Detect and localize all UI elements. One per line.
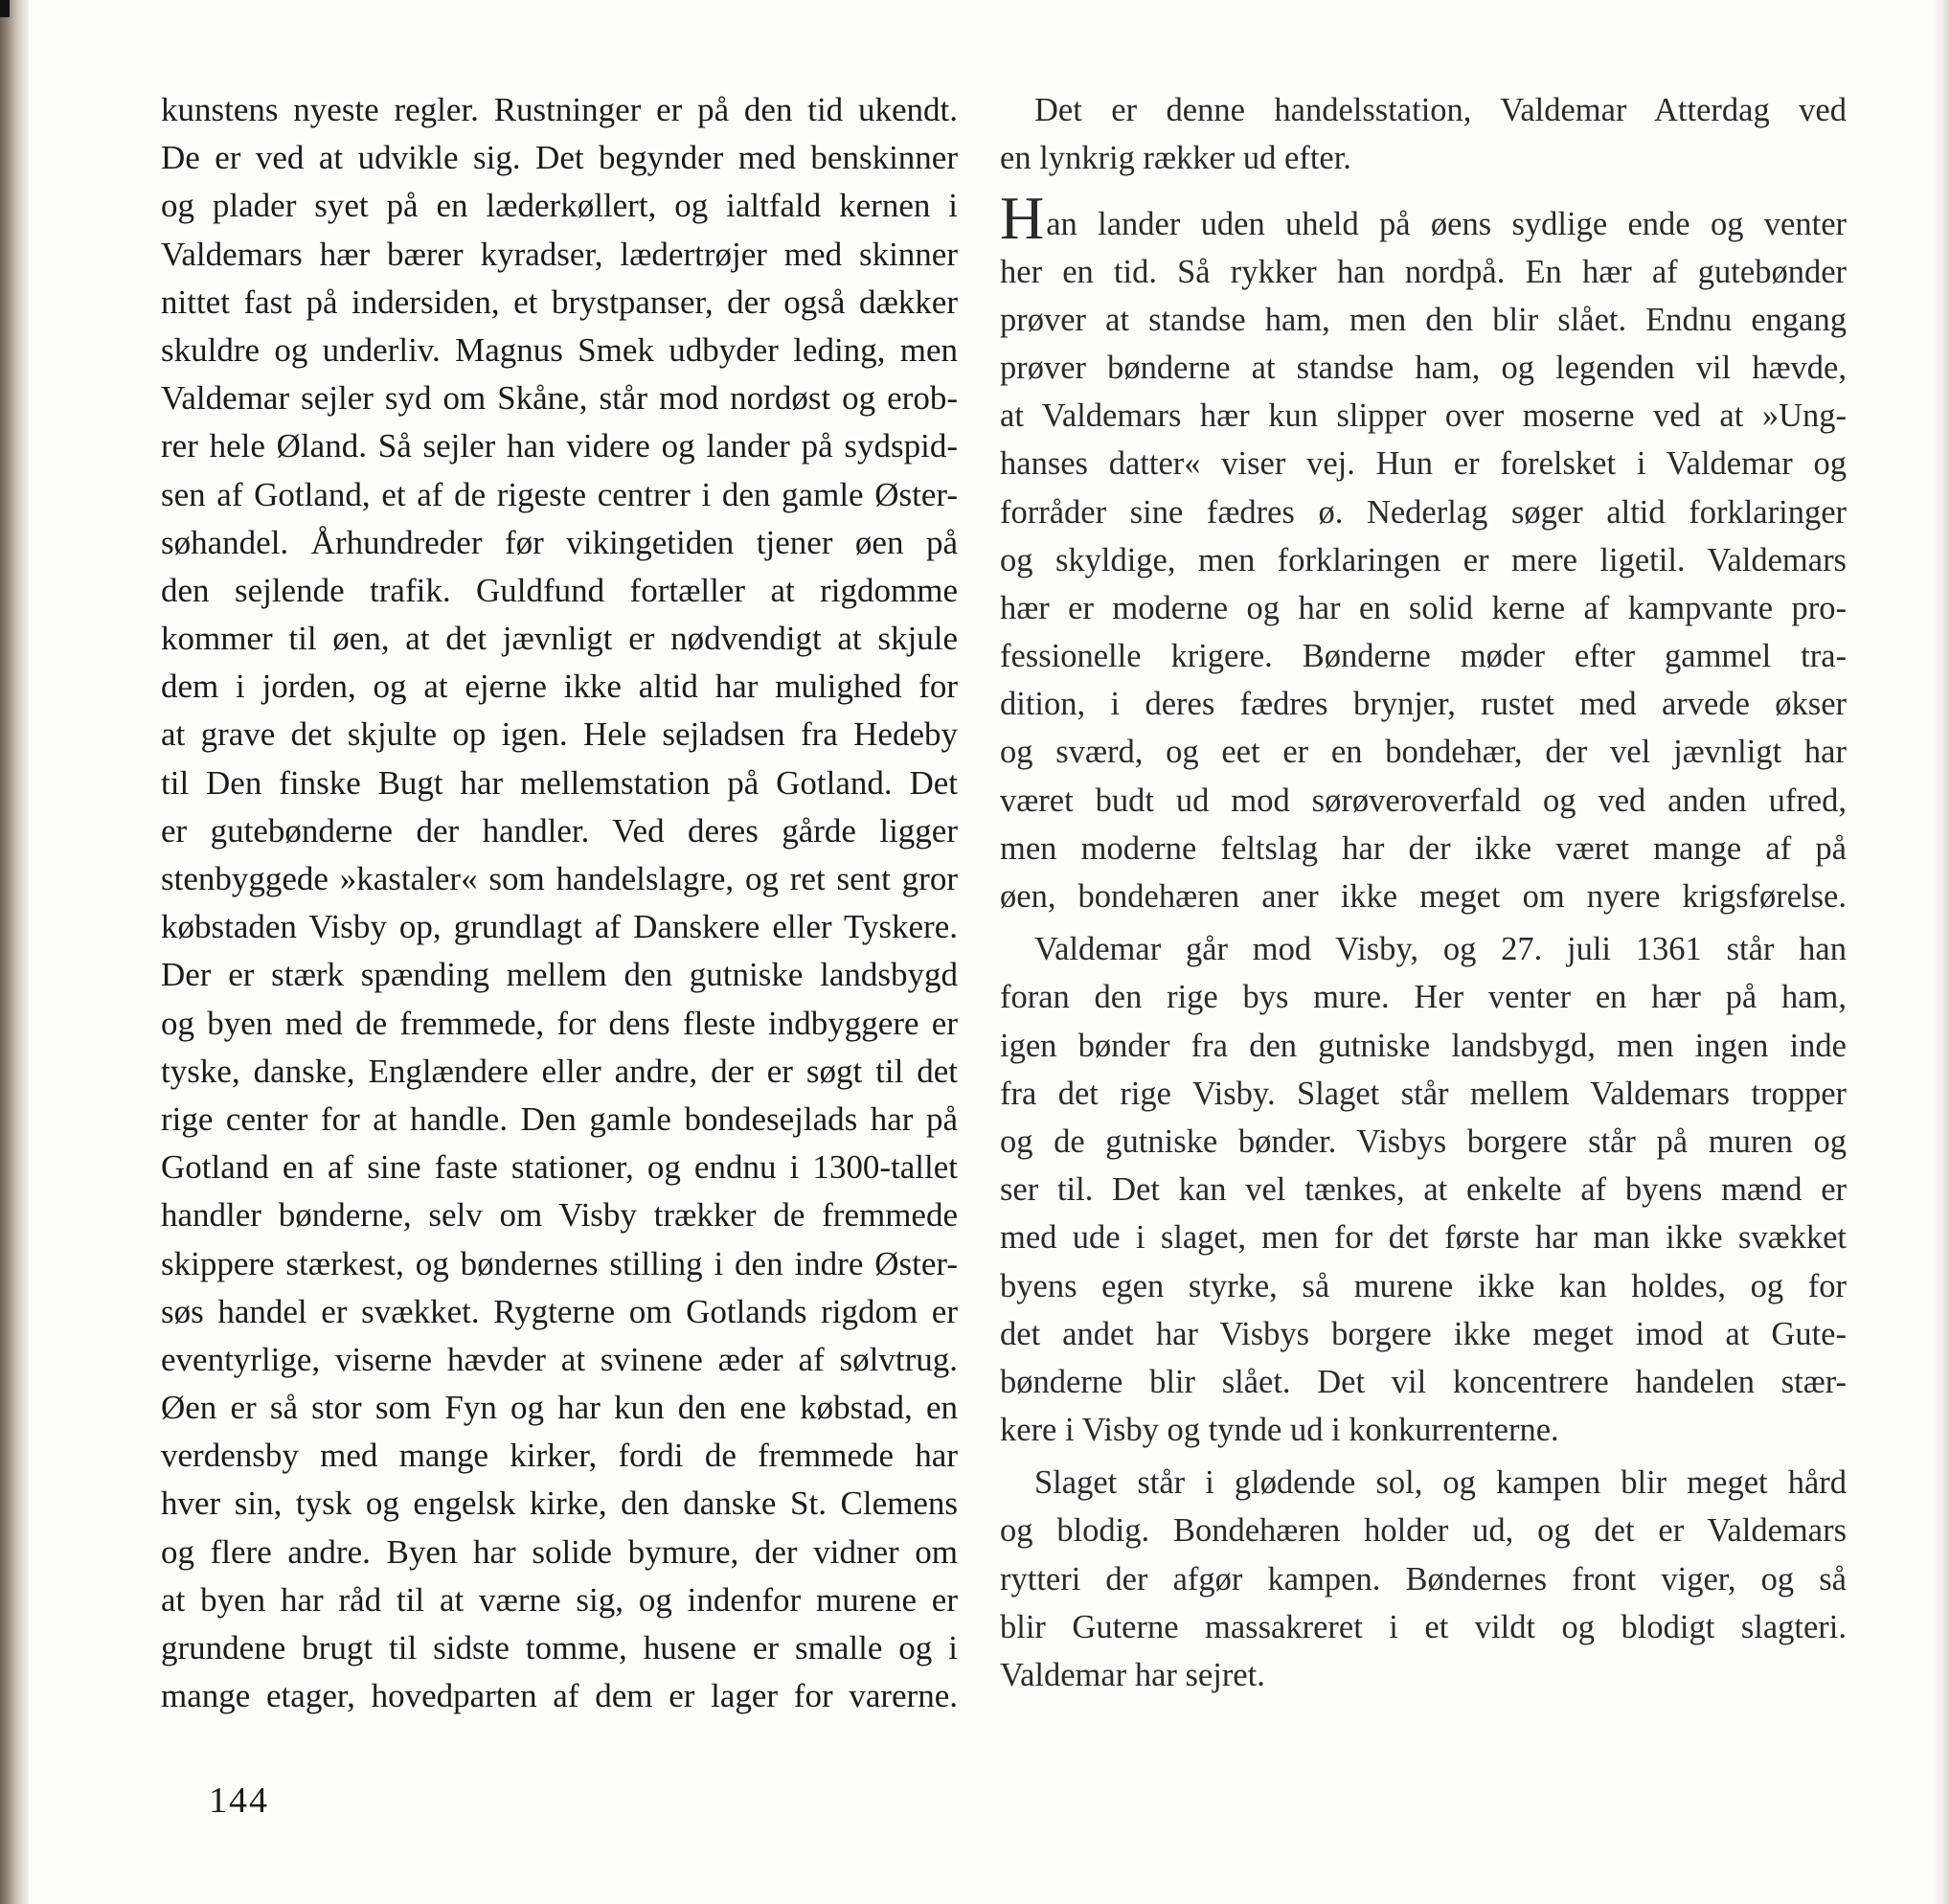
text-line: mange etager, hovedparten af dem er lager for varerne.	[161, 1677, 958, 1715]
text-line: prøver bønderne at standse ham, og legenden vil hævde,	[1000, 349, 1847, 386]
text-line: men moderne feltslag har der ikke været mange af på	[1000, 829, 1847, 867]
paragraph	[1000, 1459, 1847, 1699]
text-line: været budt ud mod sørøveroverfald og ved anden ufred,	[1000, 782, 1847, 819]
text-line: Det er denne handelsstation, Valdemar Atterdag ved	[1034, 92, 1847, 128]
text-line: tyske, danske, Englændere eller andre, der er søgt til det	[161, 1052, 958, 1090]
text-line: kere i Visby og tynde ud i konkurrenterne.	[1000, 1412, 1559, 1449]
text-line: rer hele Øland. Så sejler han videre og lander på sydspid-	[161, 427, 958, 465]
text-line-with-dropcap	[1000, 184, 1847, 253]
text-line: søs handel er svækket. Rygterne om Gotlands rigdom er	[161, 1292, 958, 1330]
text-line: Gotland en af sine faste stationer, og endnu i 1300-tallet	[161, 1148, 958, 1187]
text-line: foran den rige bys mure. Her venter en hær på ham,	[1000, 979, 1847, 1016]
right-text-column	[1000, 86, 1847, 1699]
text-line: og blodig. Bondehæren holder ud, og det er Valdemars	[1000, 1512, 1847, 1550]
text-line: fra det rige Visby. Slaget står mellem Valdemars tropper	[1000, 1075, 1847, 1112]
text-line: fessionelle krigere. Bønderne møder efter gammel tra-	[1000, 638, 1847, 675]
text-line: eventyrlige, viserne hævder at svinene æder af sølvtrug.	[161, 1340, 958, 1378]
paragraph	[1000, 184, 1847, 920]
text-line: igen bønder fra den gutniske landsbygd, men ingen inde	[1000, 1027, 1847, 1064]
paragraph	[1000, 86, 1847, 182]
book-spine-shadow	[0, 0, 29, 1904]
text-line: verdensby med mange kirker, fordi de fremmede har	[161, 1437, 958, 1475]
text-line: det andet har Visbys borgere ikke meget imod at Gute-	[1000, 1315, 1847, 1352]
paragraph	[1000, 925, 1847, 1454]
text-line: den sejlende trafik. Guldfund fortæller at rigdomme	[161, 571, 958, 609]
text-line: rige center for at handle. Den gamle bondesejlads har på	[161, 1099, 958, 1138]
text-line: øen, bondehæren aner ikke meget om nyere krigsførelse.	[1000, 878, 1847, 915]
text-line: kunstens nyeste regler. Rustninger er på den tid ukendt.	[161, 91, 958, 128]
text-line: rytteri der afgør kampen. Bøndernes front viger, og så	[1000, 1560, 1847, 1598]
text-line: dem i jorden, og at ejerne ikke altid har mulighed for	[161, 668, 958, 706]
text-line: med ude i slaget, men for det første har man ikke svækket	[1000, 1219, 1847, 1257]
page-edge-shadow	[1933, 0, 1950, 1904]
text-line: byens egen styrke, så murene ikke kan holdes, og for	[1000, 1267, 1847, 1304]
text-line: skuldre og underliv. Magnus Smek udbyder leding, men	[161, 330, 958, 369]
text-line: købstaden Visby op, grundlagt af Danskere eller Tyskere.	[161, 908, 958, 946]
text-line: til Den finske Bugt har mellemstation på Gotland. Det	[161, 763, 958, 802]
text-line: og byen med de fremmede, for dens fleste indbyggere er	[161, 1004, 958, 1042]
text-line: og skyldige, men forklaringen er mere ligetil. Valdemars	[1000, 541, 1847, 578]
left-text-column	[161, 86, 958, 1720]
text-line: Der er stærk spænding mellem den gutniske landsbygd	[161, 956, 958, 994]
text-line-rest: an lander uden uheld på øens sydlige ende og venter	[1046, 206, 1847, 243]
text-line: at Valdemars hær kun slipper over moserne ved at »Ung-	[1000, 397, 1847, 435]
text-line: forråder sine fædres ø. Nederlag søger altid forklaringer	[1000, 493, 1847, 531]
text-line: prøver at standse ham, men den blir slået. Endnu engang	[1000, 301, 1847, 338]
text-line: Valdemar har sejret.	[1000, 1657, 1265, 1693]
text-line: og sværd, og eet er en bondehær, der vel jævnligt har	[1000, 734, 1847, 771]
text-line: grundene brugt til sidste tomme, husene er smalle og i	[161, 1629, 958, 1666]
text-line: er gutebønderne der handler. Ved deres gårde ligger	[161, 811, 958, 850]
text-line: hver sin, tysk og engelsk kirke, den danske St. Clemens	[161, 1485, 958, 1523]
text-line: Slaget står i glødende sol, og kampen blir meget hård	[1034, 1464, 1847, 1502]
text-line: Valdemar går mod Visby, og 27. juli 1361 står han	[1034, 931, 1847, 968]
text-line: handler bønderne, selv om Visby trækker de fremmede	[161, 1196, 958, 1235]
text-line: hær er moderne og har en solid kerne af kampvante pro-	[1000, 589, 1847, 626]
text-line: stenbyggede »kastaler« som handelslagre, og ret sent gror	[161, 860, 958, 897]
text-line: bønderne blir slået. Det vil koncentrere handelen stær-	[1000, 1363, 1847, 1400]
text-line: søhandel. Århundreder før vikingetiden tjener øen på	[161, 523, 958, 561]
text-line: skippere stærkest, og bøndernes stilling i den indre Øster-	[161, 1244, 958, 1282]
section-break	[1000, 182, 1847, 199]
text-line: blir Guterne massakreret i et vildt og blodigt slagteri.	[1000, 1608, 1847, 1645]
text-line: at byen har råd til at værne sig, og indenfor murene er	[161, 1580, 958, 1619]
text-line: og de gutniske bønder. Visbys borgere står på muren og	[1000, 1122, 1847, 1160]
text-line: Øen er så stor som Fyn og har kun den ene købstad, en	[161, 1389, 958, 1427]
text-line: en lynkrig rækker ud efter.	[1000, 140, 1351, 177]
text-line: Valdemar sejler syd om Skåne, står mod nordøst og erob-	[161, 379, 958, 418]
corner-mark	[0, 0, 10, 17]
text-line: ser til. Det kan vel tænkes, at enkelte af byens mænd er	[1000, 1171, 1847, 1209]
text-line: og flere andre. Byen har solide bymure, der vidner om	[161, 1532, 958, 1571]
text-line: Valdemars hær bærer kyradser, lædertrøjer med skinner	[161, 235, 958, 273]
text-line: hanses datter« viser vej. Hun er forelsket i Valdemar og	[1000, 445, 1847, 483]
text-line: at grave det skjulte op igen. Hele sejladsen fra Hedeby	[161, 715, 958, 754]
text-line: sen af Gotland, et af de rigeste centrer i den gamle Øster-	[161, 475, 958, 513]
page-number: 144	[209, 1780, 269, 1821]
drop-cap: H	[1000, 184, 1045, 253]
text-line: her en tid. Så rykker han nordpå. En hær af gutebønder	[1000, 253, 1847, 290]
text-line: nittet fast på indersiden, et brystpanser, der også dækker	[161, 283, 958, 321]
text-line: og plader syet på en læderkøllert, og ialtfald kernen i	[161, 187, 958, 225]
text-line: De er ved at udvikle sig. Det begynder med benskinner	[161, 139, 958, 177]
text-line: dition, i deres fædres brynjer, rustet med arvede økser	[1000, 686, 1847, 723]
text-line: kommer til øen, at det jævnligt er nødvendigt at skjule	[161, 620, 958, 658]
